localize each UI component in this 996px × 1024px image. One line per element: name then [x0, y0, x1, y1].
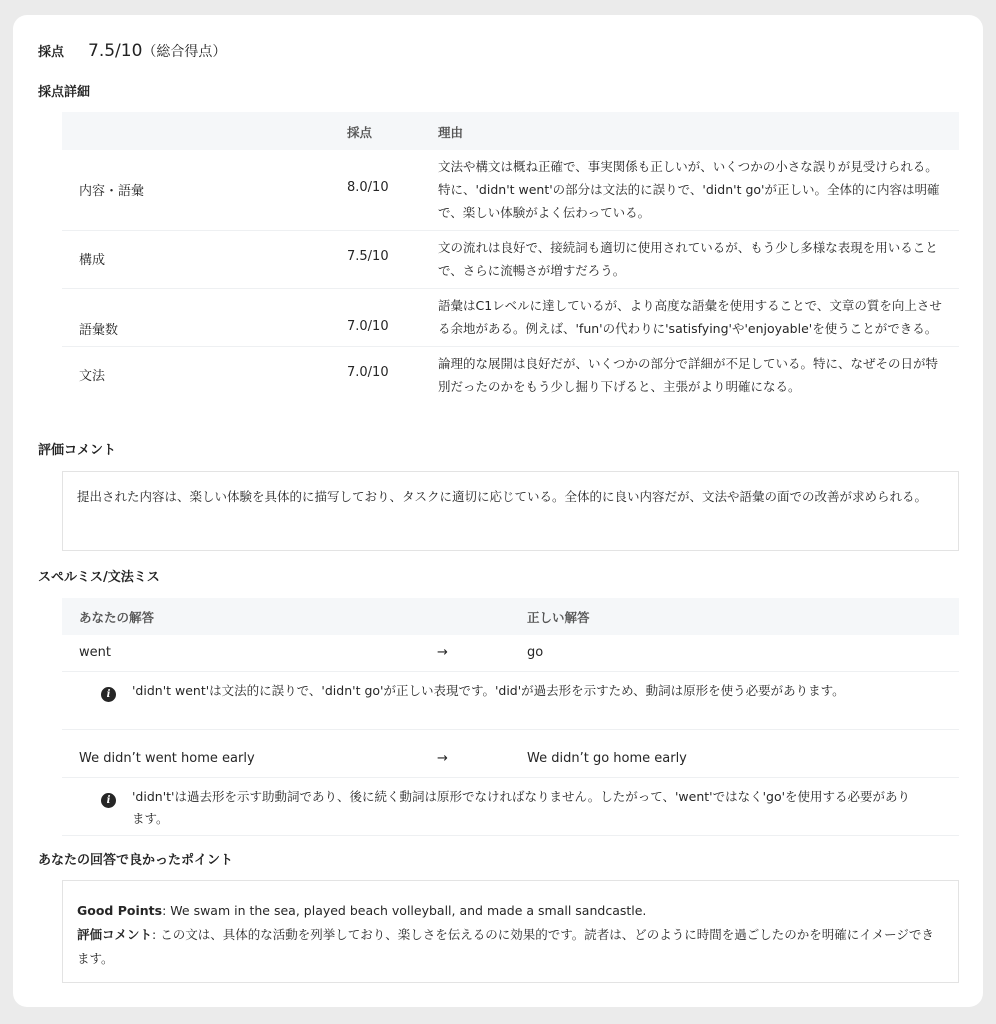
spelling-table	[62, 598, 959, 836]
correct-answer: We didn’t go home early	[527, 751, 687, 766]
correction-explanation	[62, 778, 959, 836]
info-icon: i	[101, 793, 116, 808]
good-points-comment	[77, 923, 944, 971]
correction-row	[62, 635, 959, 672]
comment-box	[62, 471, 959, 551]
arrow-right-icon: →	[437, 645, 448, 660]
correct-answer: go	[527, 645, 544, 660]
comment-text: : この文は、具体的な活動を列挙しており、楽しさを伝えるのに効果的です。読者は、どのように時間を過ごしたのかを明確にイメージできます。	[77, 927, 934, 966]
good-points-title: あなたの回答で良かったポイント	[38, 853, 234, 868]
correction-row	[62, 730, 959, 778]
row-reason: 文法や構文は概ね正確で、事実関係も正しいが、いくつかの小さな誤りが見受けられる。特に、'didn't went'の部分は文法的に誤りで、'didn't go'が正しい。全体的に内容は明確で、楽しい体験がよく伝わっている。	[438, 159, 940, 220]
detail-title: 採点詳細	[38, 85, 91, 100]
row-score: 7.0/10	[347, 365, 389, 380]
row-reason: 論理的な展開は良好だが、いくつかの部分で詳細が不足している。特に、なぜその日が特別だったのかをもう少し掘り下げると、主張がより明確になる。	[438, 356, 939, 394]
spelling-header	[62, 598, 959, 635]
table-row	[62, 347, 959, 404]
your-answer: went	[79, 645, 111, 660]
score-detail-table	[62, 112, 959, 404]
good-points-box	[62, 880, 959, 983]
spelling-title: スペルミス/文法ミス	[38, 570, 160, 585]
row-category: 文法	[79, 369, 106, 384]
table-row	[62, 289, 959, 347]
arrow-right-icon: →	[437, 751, 448, 766]
score-label: 採点	[38, 45, 65, 60]
row-category: 内容・語彙	[79, 184, 145, 199]
row-category: 構成	[79, 253, 106, 268]
row-score: 7.5/10	[347, 249, 389, 264]
row-score: 8.0/10	[347, 180, 389, 195]
result-card	[13, 15, 983, 1007]
comment-label: 評価コメント	[77, 927, 153, 942]
good-points-line	[77, 899, 944, 923]
table-row	[62, 231, 959, 289]
correction-explanation	[62, 672, 959, 730]
info-icon: i	[101, 687, 116, 702]
comment-title: 評価コメント	[38, 443, 117, 458]
table-header	[62, 112, 959, 150]
row-reason: 文の流れは良好で、接続詞も適切に使用されているが、もう少し多様な表現を用いることで、さらに流暢さが増すだろう。	[438, 240, 938, 278]
header-yours: あなたの解答	[79, 610, 155, 625]
table-row	[62, 150, 959, 231]
your-answer: We didn’t went home early	[79, 751, 255, 766]
score-row	[38, 41, 226, 61]
explanation-text: 'didn't went'は文法的に誤りで、'didn't go'が正しい表現です。'did'が過去形を示すため、動詞は原形を使う必要があります。	[132, 683, 845, 698]
header-score: 採点	[347, 125, 373, 140]
row-score: 7.0/10	[347, 319, 389, 334]
good-points-text: : We swam in the sea, played beach volleyball, and made a small sandcastle.	[162, 903, 647, 918]
row-category: 語彙数	[79, 323, 119, 338]
comment-text: 提出された内容は、楽しい体験を具体的に描写しており、タスクに適切に応じている。全体的に良い内容だが、文法や語彙の面での改善が求められる。	[77, 489, 928, 504]
explanation-text: 'didn't'は過去形を示す助動詞であり、後に続く動詞は原形でなければなりません。したがって、'went'ではなく'go'を使用する必要があります。	[132, 789, 911, 826]
row-reason: 語彙はC1レベルに達しているが、より高度な語彙を使用することで、文章の質を向上させる余地がある。例えば、'fun'の代わりに'satisfying'や'enjoyable'を使うことができる。	[438, 298, 942, 336]
good-points-label: Good Points	[77, 903, 163, 918]
header-correct: 正しい解答	[527, 610, 590, 625]
score-value: 7.5/10	[88, 41, 143, 61]
header-reason: 理由	[438, 125, 464, 140]
score-note: （総合得点）	[142, 44, 227, 60]
